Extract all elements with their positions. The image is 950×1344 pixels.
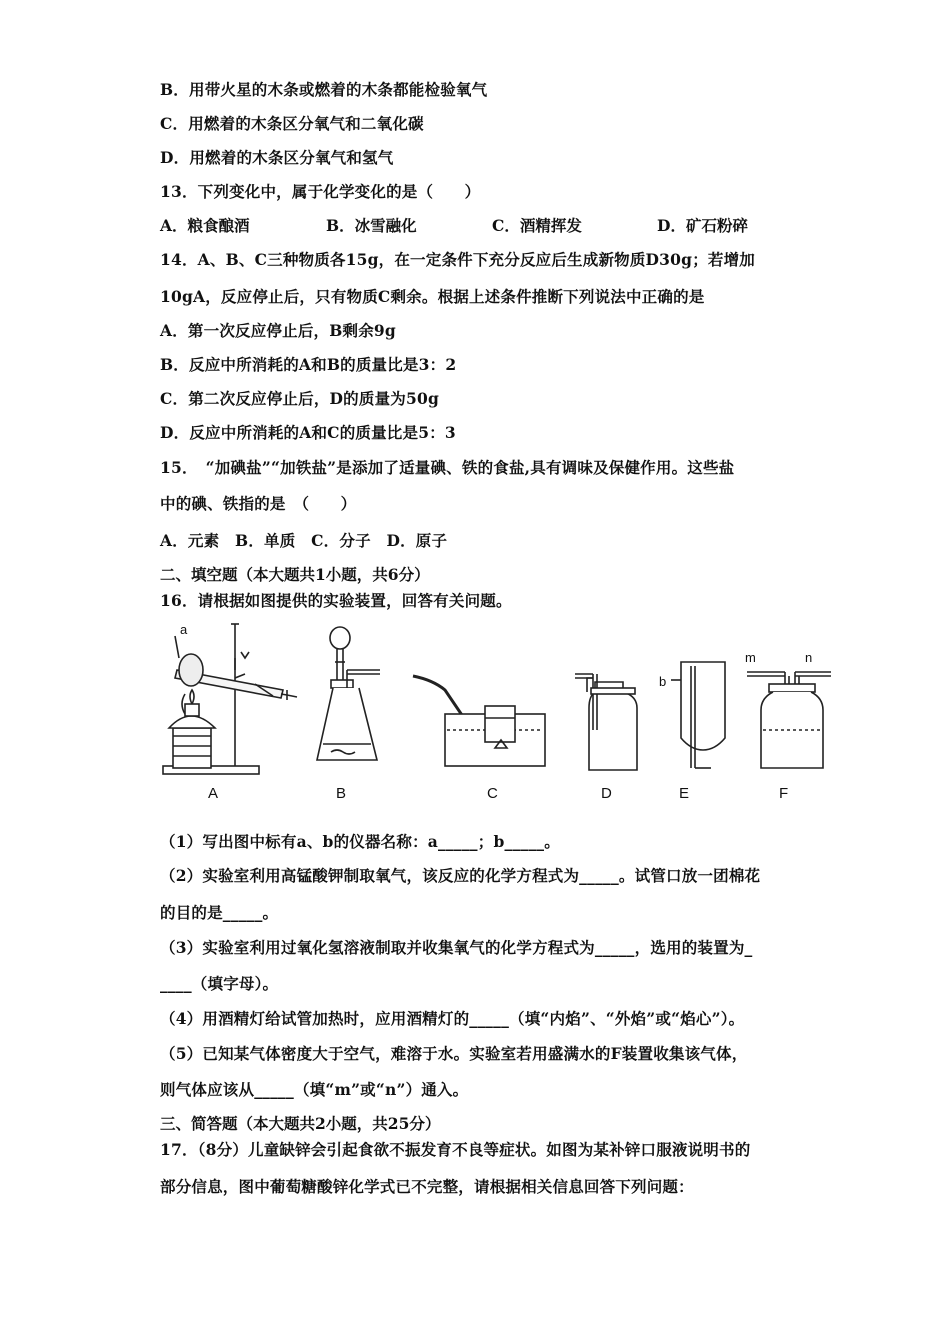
apparatus-d [575,674,637,770]
label-c: C [487,785,498,802]
apparatus-f [747,672,831,768]
q15-options: A．元素 B．单质 C．分子 D．原子 [160,531,448,550]
q14-option-a: A．第一次反应停止后，B剩余9g [160,321,396,340]
apparatus-figure [155,618,835,808]
q14-stem-line1: 14．A、B、C三种物质各15g，在一定条件下充分反应后生成新物质D30g；若增加 [160,250,755,269]
q15-stem-line1: 15． “加碘盐”“加铁盐”是添加了适量碘、铁的食盐,具有调味及保健作用。这些盐 [160,458,735,477]
q16-sub3-line2: ____（填字母）。 [160,974,279,993]
mark-m: m [745,650,756,665]
label-d: D [601,785,612,802]
q16-sub2-line2: 的目的是_____。 [160,903,279,922]
q16-sub2-line1: （2）实验室利用高锰酸钾制取氧气，该反应的化学方程式为_____。试管口放一团棉花 [160,866,761,885]
q16-sub5-line1: （5）已知某气体密度大于空气，难溶于水。实验室若用盛满水的F装置收集该气体， [160,1044,748,1063]
label-a: A [208,785,219,802]
q12-option-d: D．用燃着的木条区分氧气和氢气 [160,148,394,167]
q17-stem-line2: 部分信息，图中葡萄糖酸锌化学式已不完整，请根据相关信息回答下列问题： [160,1177,694,1196]
mark-a: a [180,622,188,637]
section2-title: 二、填空题（本大题共1小题，共6分） [160,565,430,584]
label-e: E [679,785,690,802]
section3-title: 三、简答题（本大题共2小题，共25分） [160,1114,441,1133]
q14-option-d: D．反应中所消耗的A和C的质量比是5：3 [160,423,456,442]
q16-sub5-line2: 则气体应该从_____（填“m”或“n”）通入。 [160,1080,469,1099]
apparatus-c [413,676,545,766]
q15-stem-line2: 中的碘、铁指的是 （ ） [160,494,357,513]
q13-option-b: B．冰雪融化 [326,216,417,235]
q12-option-b: B．用带火星的木条或燃着的木条都能检验氧气 [160,80,488,99]
label-b: B [336,785,347,802]
q14-option-c: C．第二次反应停止后，D的质量为50g [160,389,439,408]
q12-option-c: C．用燃着的木条区分氧气和二氧化碳 [160,114,424,133]
apparatus-e [671,662,725,768]
q14-stem-line2: 10gA，反应停止后，只有物质C剩余。根据上述条件推断下列说法中正确的是 [160,287,705,306]
q16-sub4: （4）用酒精灯给试管加热时，应用酒精灯的_____（填“内焰”、“外焰”或“焰心”）。 [160,1009,745,1028]
q13-stem: 13．下列变化中，属于化学变化的是（ ） [160,182,481,201]
apparatus-a [163,624,297,774]
q16-sub3-line1: （3）实验室利用过氧化氢溶液制取并收集氧气的化学方程式为_____，选用的装置为_ [160,938,753,957]
q13-option-c: C．酒精挥发 [492,216,582,235]
q17-stem-line1: 17．（8分）儿童缺锌会引起食欲不振发育不良等症状。如图为某补锌口服液说明书的 [160,1140,751,1159]
apparatus-b [317,627,380,760]
q13-option-d: D．矿石粉碎 [657,216,748,235]
q16-sub1: （1）写出图中标有a、b的仪器名称：a_____；b_____。 [160,832,560,851]
label-f: F [779,785,789,802]
q13-option-a: A．粮食酿酒 [160,216,250,235]
q16-stem: 16．请根据如图提供的实验装置，回答有关问题。 [160,591,512,610]
mark-b: b [659,674,667,689]
q14-option-b: B．反应中所消耗的A和B的质量比是3：2 [160,355,457,374]
mark-n: n [805,650,813,665]
